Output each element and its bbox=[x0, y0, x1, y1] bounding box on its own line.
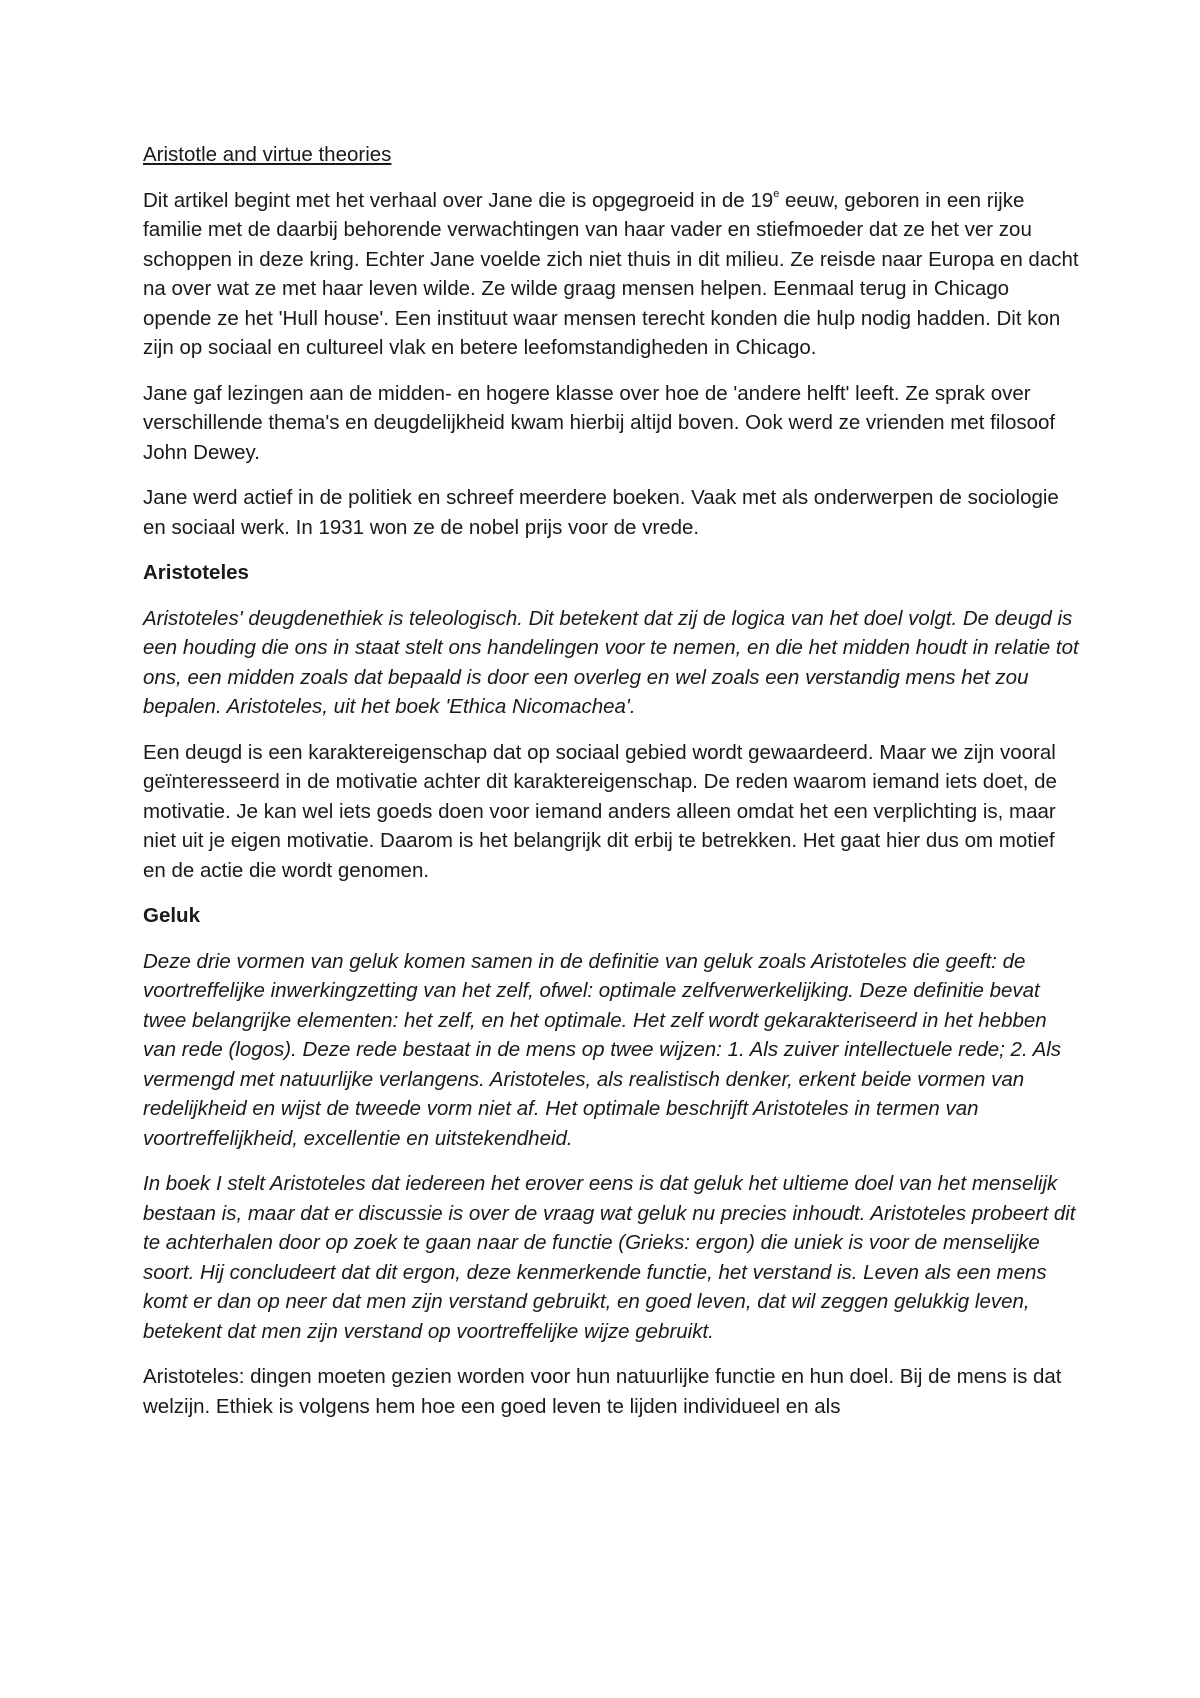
section-heading-aristoteles: Aristoteles bbox=[143, 561, 249, 584]
intro-paragraph-2: Jane gaf lezingen aan de midden- en hogere klasse over hoe de 'andere helft' leeft. Ze sprak over verschillende thema's en deugdelijkheid kwam hierbij altijd boven. Ook werd ze vrienden met filosoof John Dewey. bbox=[143, 381, 1056, 464]
geluk-body: Aristoteles: dingen moeten gezien worden voor hun natuurlijke functie en hun doel. Bij de mens is dat welzijn. Ethiek is volgens hem hoe een goed leven te lijden individueel en als bbox=[143, 1365, 1062, 1418]
geluk-quote-1: Deze drie vormen van geluk komen samen in de definitie van geluk zoals Aristoteles die geeft: de voortreffelijke inwerkingzetting van het zelf, ofwel: optimale zelfverwerkelijking. Deze definitie bevat twee belangrijke elementen: het zelf, en het optimale. Het zelf wordt gekarakteriseerd in het hebben van rede (logos). Deze rede bestaat in de mens op twee wijzen: 1. Als zuiver intellectuele rede; 2. Als vermengd met natuurlijke verlangens. Aristoteles, als realistisch denker, erkent beide vormen van redelijkheid en wijst de tweede vorm niet af. Het optimale beschrijft Aristoteles in termen van voortreffelijkheid, excellentie en uitstekendheid. bbox=[143, 949, 1062, 1150]
section-heading-geluk: Geluk bbox=[143, 904, 200, 927]
document-page bbox=[143, 140, 1083, 1437]
intro-paragraph-1 bbox=[143, 186, 1083, 363]
geluk-quote-2: In boek I stelt Aristoteles dat iedereen het erover eens is dat geluk het ultieme doel van het menselijk bestaan is, maar dat er discussie is over de vraag wat geluk nu precies inhoudt. Aristoteles probeert dit te achterhalen door op zoek te gaan naar de functie (Grieks: ergon) die uniek is voor de menselijke soort. Hij concludeert dat dit ergon, deze kenmerkende functie, het verstand is. Leven als een mens komt er dan op neer dat men zijn verstand gebruikt, en goed leven, dat wil zeggen gelukkig leven, betekent dat men zijn verstand op voortreffelijke wijze gebruikt. bbox=[143, 1172, 1076, 1343]
century-superscript: e bbox=[773, 187, 780, 200]
aristoteles-body: Een deugd is een karaktereigenschap dat op sociaal gebied wordt gewaardeerd. Maar we zijn vooral geïnteresseerd in de motivatie achter dit karaktereigenschap. De reden waarom iemand iets doet, de motivatie. Je kan wel iets goeds doen voor iemand anders alleen omdat het een verplichting is, maar niet uit je eigen motivatie. Daarom is het belangrijk dit erbij te betrekken. Het gaat hier dus om motief en de actie die wordt genomen. bbox=[143, 740, 1057, 882]
intro-paragraph-3: Jane werd actief in de politiek en schreef meerdere boeken. Vaak met als onderwerpen de sociologie en sociaal werk. In 1931 won ze de nobel prijs voor de vrede. bbox=[143, 486, 1059, 539]
intro-text-rest: eeuw, geboren in een rijke familie met de daarbij behorende verwachtingen van haar vader en stiefmoeder dat ze het ver zou schoppen in deze kring. Echter Jane voelde zich niet thuis in dit milieu. Ze reisde naar Europa en dacht na over wat ze met haar leven wilde. Ze wilde graag mensen helpen. Eenmaal terug in Chicago opende ze het 'Hull house'. Een instituut waar mensen terecht konden die hulp nodig hadden. Dit kon zijn op sociaal en cultureel vlak en betere leefomstandigheden in Chicago. bbox=[143, 188, 1079, 359]
aristoteles-quote: Aristoteles' deugdenethiek is teleologisch. Dit betekent dat zij de logica van het doel volgt. De deugd is een houding die ons in staat stelt ons handelingen voor te nemen, en die het midden houdt in relatie tot ons, een midden zoals dat bepaald is door een overleg en wel zoals een verstandig mens het zou bepalen. Aristoteles, uit het boek 'Ethica Nicomachea'. bbox=[143, 606, 1079, 718]
intro-text-start: Dit artikel begint met het verhaal over Jane die is opgegroeid in de 19 bbox=[143, 188, 774, 212]
document-title: Aristotle and virtue theories bbox=[143, 143, 392, 166]
